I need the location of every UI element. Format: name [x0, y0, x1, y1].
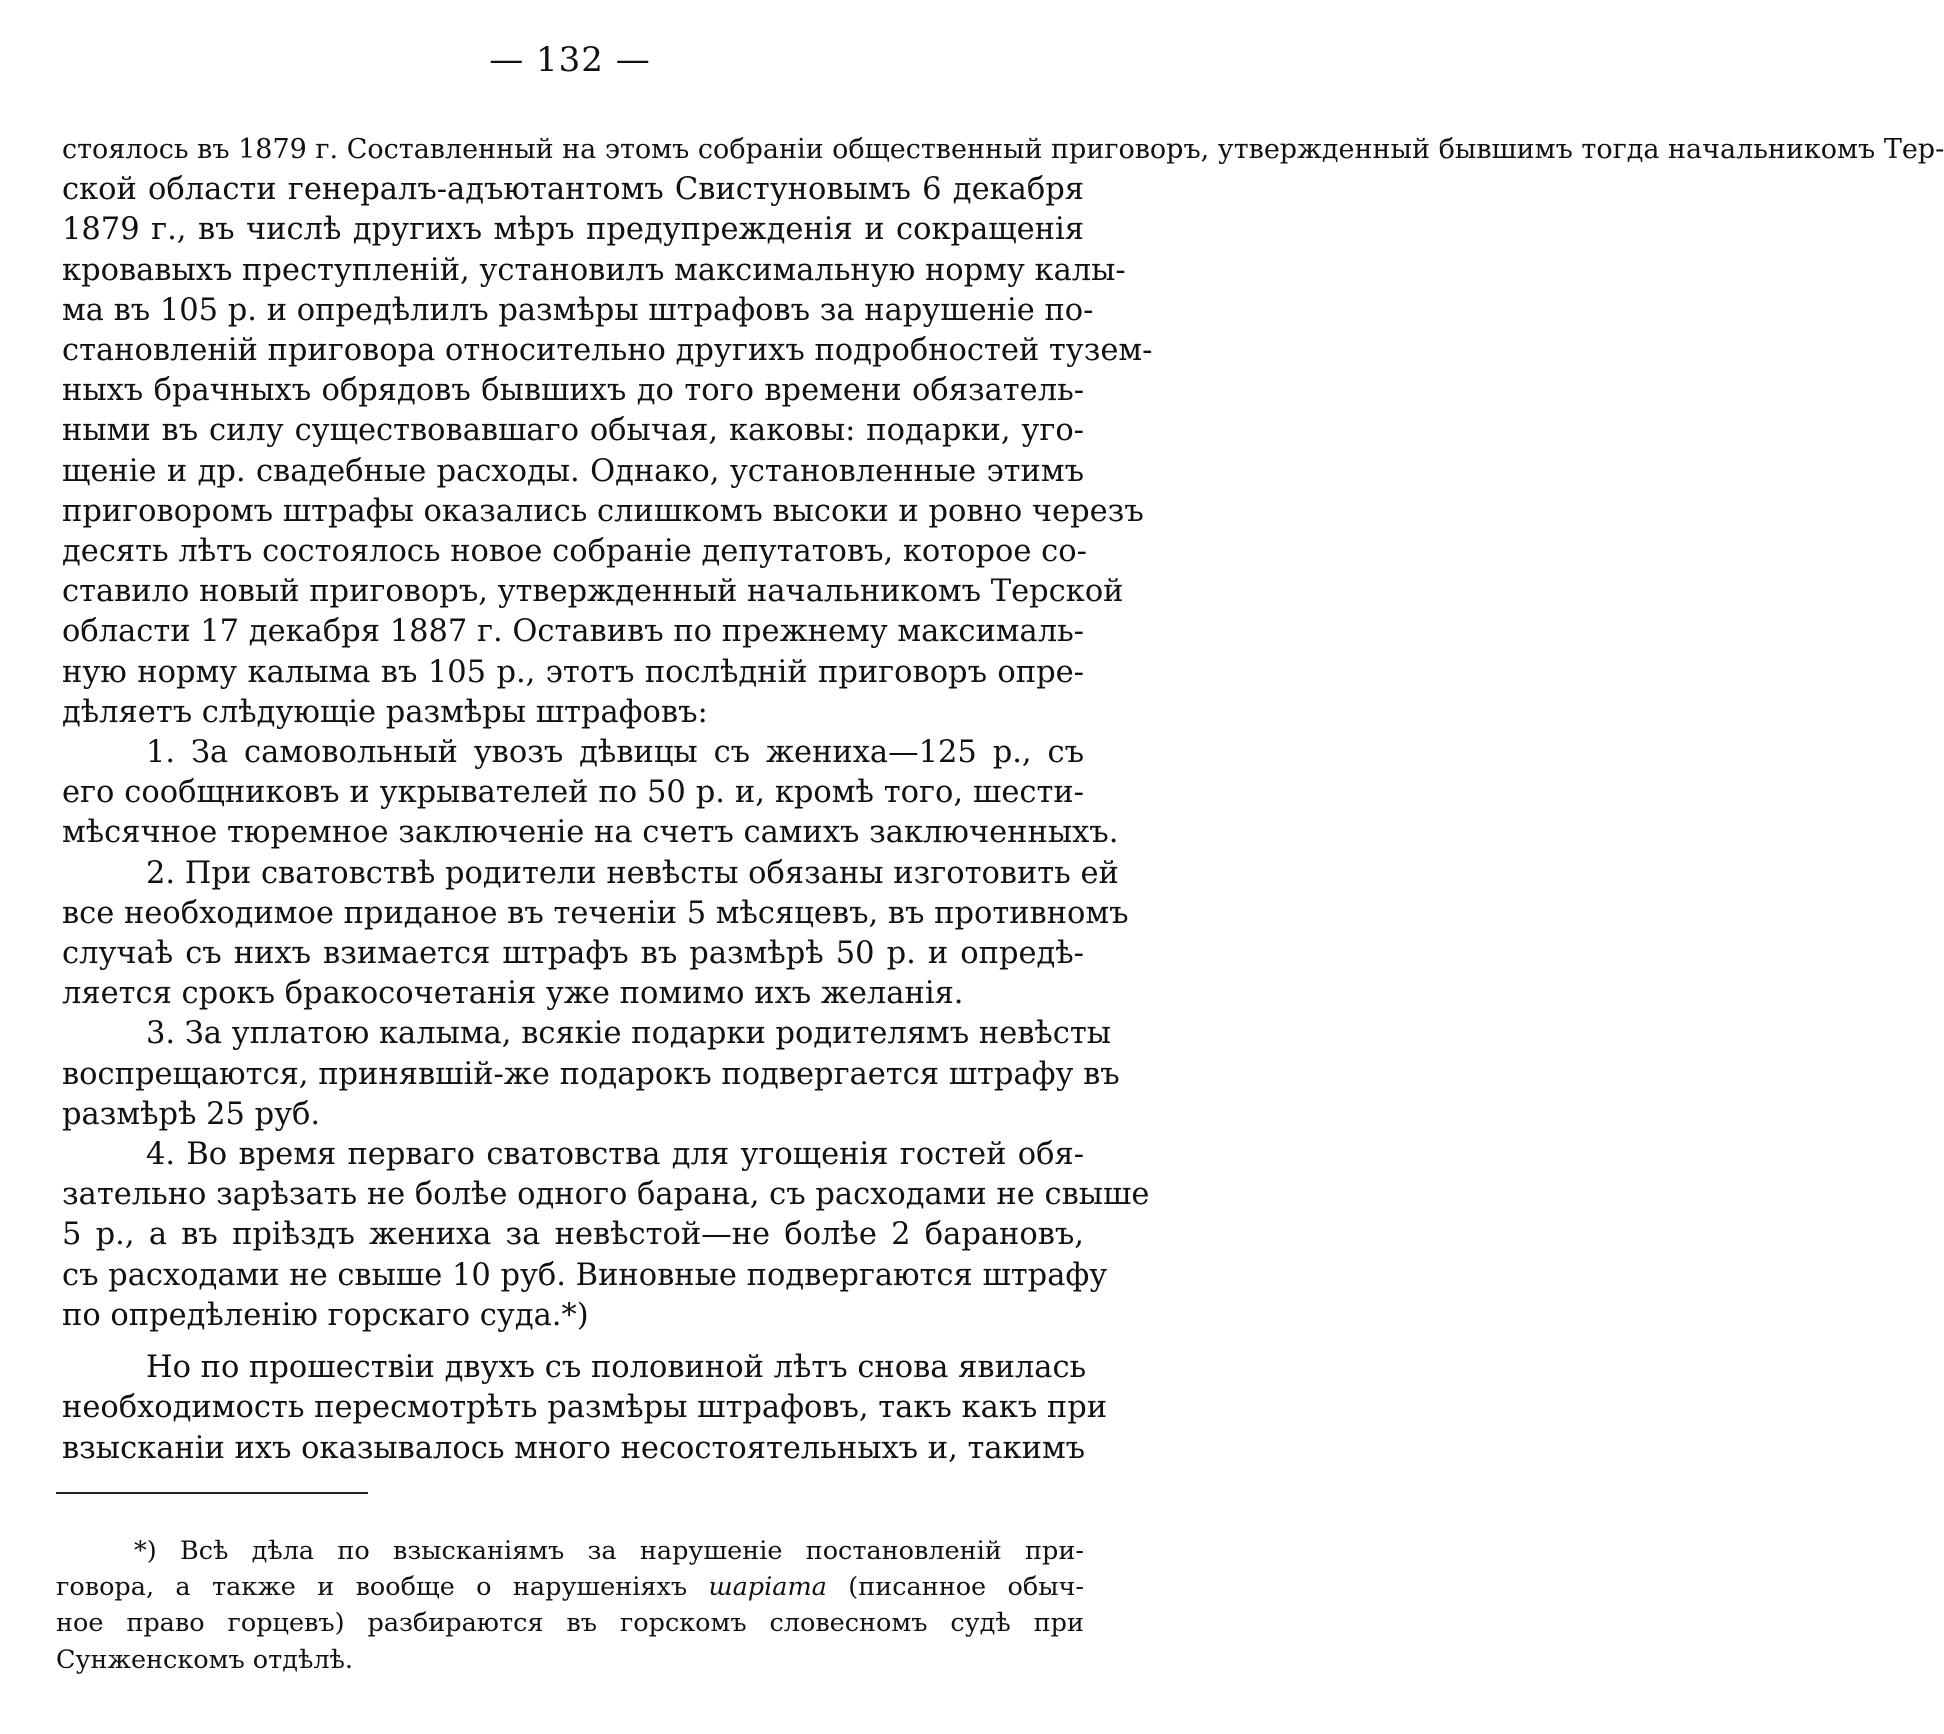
- footnote-divider: [56, 1492, 368, 1494]
- footnote-line: Сунженскомъ отдѣлѣ.: [56, 1644, 354, 1675]
- main-text: [62, 130, 1944, 1469]
- footnote-line: ное право горцевъ) разбираются въ горскомъ словесномъ судѣ при: [56, 1608, 1084, 1639]
- text-line: все необходимое приданое въ теченіи 5 мѣсяцевъ, въ противномъ: [62, 895, 1129, 931]
- text-line: дѣляетъ слѣдующіе размѣры штрафовъ:: [62, 694, 708, 730]
- text-line: ную норму калыма въ 105 р., этотъ послѣдній приговоръ опре-: [62, 654, 1084, 690]
- text-line: размѣрѣ 25 руб.: [62, 1096, 321, 1132]
- text-line: случаѣ съ нихъ взимается штрафъ въ размѣрѣ 50 р. и опредѣ-: [62, 936, 1084, 972]
- text-line: ныхъ брачныхъ обрядовъ бывшихъ до того времени обязатель-: [62, 373, 1084, 409]
- text-line: по опредѣленію горскаго суда.*): [62, 1297, 589, 1333]
- list-item-2-line: 2. При сватовствѣ родители невѣсты обязаны изготовить ей: [146, 855, 1119, 891]
- list-item-3-line: 3. За уплатою калыма, всякіе подарки родителямъ невѣсты: [146, 1016, 1112, 1052]
- text-line: щеніе и др. свадебные расходы. Однако, установленные этимъ: [62, 453, 1084, 489]
- text-line: ской области генералъ-адъютантомъ Свистуновымъ 6 декабря: [62, 172, 1084, 208]
- footnote-line: *) Всѣ дѣла по взысканіямъ за нарушеніе постановленій при-: [134, 1536, 1084, 1566]
- text-line: 5 р., а въ пріѣздъ жениха за невѣстой—не болѣе 2 барановъ,: [62, 1217, 1084, 1253]
- text-line: взысканіи ихъ оказывалось много несостоятельныхъ и, такимъ: [62, 1430, 1086, 1466]
- text-line: становленій приговора относительно другихъ подробностей тузем-: [62, 333, 1153, 369]
- page-number: — 132 —: [489, 40, 651, 80]
- text-line: кровавыхъ преступленій, установилъ максимальную норму калы-: [62, 252, 1126, 288]
- text-line: необходимость пересмотрѣть размѣры штрафовъ, такъ какъ при: [62, 1390, 1108, 1426]
- text-line: стоялось въ 1879 г. Составленный на этомъ собраніи общественный приговоръ, утвержденный бывшимъ тогда начальникомъ Тер-: [62, 134, 1944, 165]
- text-line: 1879 г., въ числѣ другихъ мѣръ предупрежденія и сокращенія: [62, 212, 1084, 248]
- text-line: ма въ 105 р. и опредѣлилъ размѣры штрафовъ за нарушеніе по-: [62, 292, 1094, 328]
- text-line: его сообщниковъ и укрывателей по 50 р. и, кромѣ того, шести-: [62, 775, 1084, 811]
- list-item-4-line: 4. Во время перваго сватовства для угощенія гостей обя-: [146, 1137, 1084, 1173]
- text-line: зательно зарѣзать не болѣе одного барана, съ расходами не свыше: [62, 1177, 1150, 1213]
- text-line: мѣсячное тюремное заключеніе на счетъ самихъ заключенныхъ.: [62, 815, 1119, 851]
- paragraph-line: Но по прошествіи двухъ съ половиной лѣтъ снова явилась: [146, 1350, 1087, 1386]
- text-line: приговоромъ штрафы оказались слишкомъ высоки и ровно черезъ: [62, 493, 1144, 529]
- footnote: [56, 1533, 1084, 1678]
- text-line: воспрещаются, принявшій-же подарокъ подвергается штрафу въ: [62, 1056, 1120, 1092]
- text-line: съ расходами не свыше 10 руб. Виновные подвергаются штрафу: [62, 1257, 1108, 1293]
- paragraph-gap: [62, 1336, 1084, 1348]
- list-item-1-line: 1. За самовольный увозъ дѣвицы съ жениха—125 р., съ: [146, 735, 1084, 771]
- footnote-italic-term: шаріата: [708, 1572, 827, 1603]
- footnote-text: говора, а также и вообще о нарушеніяхъ: [56, 1572, 709, 1603]
- text-line: десять лѣтъ состоялось новое собраніе депутатовъ, которое со-: [62, 534, 1087, 570]
- text-line: ными въ силу существовавшаго обычая, каковы: подарки, уго-: [62, 413, 1084, 449]
- text-line: области 17 декабря 1887 г. Оставивъ по прежнему максималь-: [62, 614, 1084, 650]
- footnote-line: [56, 1569, 1084, 1605]
- footnote-text: (писанное обыч-: [826, 1572, 1084, 1603]
- text-line: ляется срокъ бракосочетанія уже помимо ихъ желанія.: [62, 976, 964, 1012]
- text-line: ставило новый приговоръ, утвержденный начальникомъ Терской: [62, 574, 1124, 610]
